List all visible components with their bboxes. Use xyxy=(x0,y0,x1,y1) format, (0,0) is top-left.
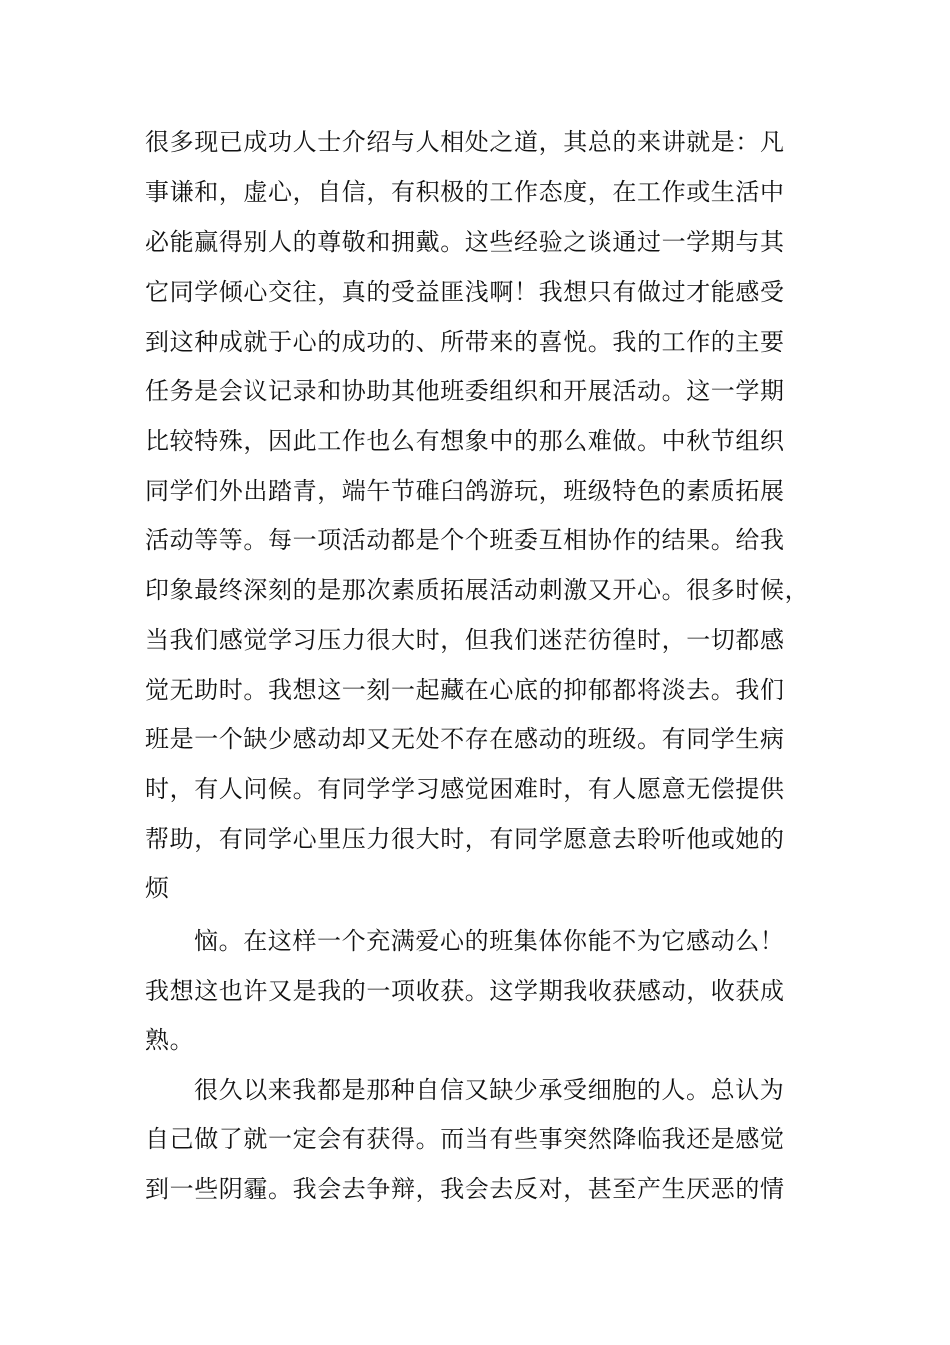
text-line: 自己做了就一定会有获得。而当有些事突然降临我还是感觉 xyxy=(145,1125,785,1153)
text-line: 烦 xyxy=(145,874,170,902)
text-line: 比较特殊，因此工作也么有想象中的那么难做。中秋节组织 xyxy=(145,427,785,455)
text-line: 时，有人问候。有同学学习感觉困难时，有人愿意无偿提供 xyxy=(145,775,785,803)
text-line: 帮助，有同学心里压力很大时，有同学愿意去聆听他或她的 xyxy=(145,825,785,853)
text-line: 事谦和，虚心，自信，有积极的工作态度，在工作或生活中 xyxy=(145,178,785,206)
text-line: 必能赢得别人的尊敬和拥戴。这些经验之谈通过一学期与其 xyxy=(145,228,785,256)
text-line: 很久以来我都是那种自信又缺少承受细胞的人。总认为 xyxy=(194,1076,785,1104)
text-line: 印象最终深刻的是那次素质拓展活动刺激又开心。很多时候， xyxy=(145,576,810,604)
text-line: 任务是会议记录和协助其他班委组织和开展活动。这一学期 xyxy=(145,377,785,405)
text-line: 它同学倾心交往，真的受益匪浅啊！我想只有做过才能感受 xyxy=(145,278,785,306)
text-line: 当我们感觉学习压力很大时，但我们迷茫彷徨时，一切都感 xyxy=(145,626,785,654)
text-line: 我想这也许又是我的一项收获。这学期我收获感动，收获成 xyxy=(145,977,785,1005)
text-line: 恼。在这样一个充满爱心的班集体你能不为它感动么！ xyxy=(194,927,785,955)
text-line: 到这种成就于心的成功的、所带来的喜悦。我的工作的主要 xyxy=(145,328,785,356)
text-line: 到一些阴霾。我会去争辩，我会去反对，甚至产生厌恶的情 xyxy=(145,1175,785,1203)
text-line: 很多现已成功人士介绍与人相处之道，其总的来讲就是：凡 xyxy=(145,128,785,156)
text-line: 活动等等。每一项活动都是个个班委互相协作的结果。给我 xyxy=(145,526,785,554)
text-line: 班是一个缺少感动却又无处不存在感动的班级。有同学生病 xyxy=(145,725,785,753)
text-line: 觉无助时。我想这一刻一起藏在心底的抑郁都将淡去。我们 xyxy=(145,676,785,704)
text-line: 同学们外出踏青，端午节碓臼鸽游玩，班级特色的素质拓展 xyxy=(145,477,785,505)
text-line: 熟。 xyxy=(145,1026,195,1054)
